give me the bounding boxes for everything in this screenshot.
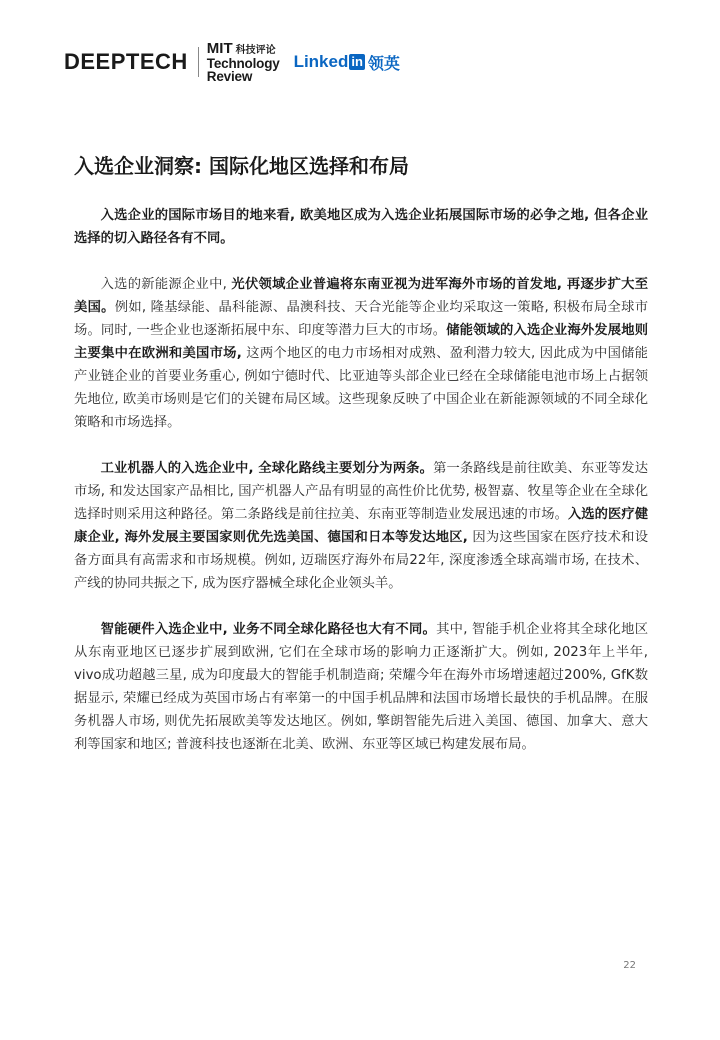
mit-logo-text: MIT (206, 39, 233, 57)
text-run: 其中, 智能手机企业将其全球化地区从东南亚地区已逐步扩展到欧洲, 它们在全球市场的影响力正逐渐扩大。例如, 2023年上半年, vivo成功超越三星, 成为印度最大的智能手机制造商; 荣耀今年在海外市场增速超过200%, GfK数据显示, 荣耀已经成为英国市场占有率第一的中国手机品牌和法国市场增长最快的手机品牌。在服务机器人市场, 则优先拓展欧美等发达地区。例如, 擎朗智能先后进入美国、德国、加拿大、意大利等国家和地区; 普渡科技也逐渐在北美、欧洲、东亚等区域已构建发展布局。 (74, 622, 648, 752)
mit-logo-technology: Technology (206, 55, 280, 71)
text-run: 例如, 隆基绿能、晶科能源、晶澳科技、天合光能等企业均采取这一策略, 积极布局全球市场。同时, 一些企业也逐渐拓展中东、印度等潜力巨大的市场。 (74, 300, 649, 338)
paragraph (74, 273, 648, 434)
paragraph (74, 618, 648, 756)
bold-text-run: 智能硬件入选企业中, 业务不同全球化路径也大有不同。 (100, 622, 437, 637)
article-body (74, 204, 648, 779)
paragraph (74, 457, 648, 595)
text-run: 第一条路线是前往欧美、东亚等发达市场, 和发达国家产品相比, 国产机器人产品有明显的高性价比优势, 极智嘉、牧星等企业在全球化选择时则采用这种路径。第二条路线是前往拉美、东南亚等制造业发展迅速的市场。 (74, 461, 649, 522)
bold-text-run: 入选企业的国际市场目的地来看, 欧美地区成为入选企业拓展国际市场的必争之地, 但各企业选择的切入路径各有不同。 (74, 208, 648, 246)
section-title: 入选企业洞察: 国际化地区选择和布局 (74, 154, 409, 178)
mit-logo-review: Review (206, 68, 253, 84)
bold-text-run: 工业机器人的入选企业中, 全球化路线主要划分为两条。 (100, 461, 434, 476)
mit-technology-review-logo (206, 39, 280, 84)
text-run: 入选的新能源企业中, (100, 277, 232, 292)
linkedin-logo-cn-text: 领英 (367, 55, 400, 73)
bold-text-run: 入选的医疗健康企业, 海外发展主要国家则优先选美国、德国和日本等发达地区, (74, 507, 649, 545)
linkedin-logo (294, 51, 400, 74)
text-run: 因为这些国家在医疗技术和设备方面具有高需求和市场规模。例如, 迈瑞医疗海外布局22年, 深度渗透全球高端市场, 在技术、产线的协同共振之下, 成为医疗器械全球化企业领头羊。 (74, 530, 648, 591)
mit-logo-cn-text: 科技评论 (235, 44, 276, 56)
bold-text-run: 光伏领域企业普遍将东南亚视为进军海外市场的首发地, 再逐步扩大至美国。 (74, 277, 648, 315)
page-number: 22 (623, 960, 636, 971)
deeptech-logo: DEEPTECH (64, 49, 188, 74)
logo-divider (198, 47, 199, 77)
page-header (64, 40, 400, 84)
bold-text-run: 储能领域的入选企业海外发展地则主要集中在欧洲和美国市场, (74, 323, 648, 361)
text-run: 这两个地区的电力市场相对成熟、盈利潜力较大, 因此成为中国储能产业链企业的首要业务重心, 例如宁德时代、比亚迪等头部企业已经在全球储能电池市场上占据领先地位, 欧美市场则是它们的关键布局区域。这些现象反映了中国企业在新能源领域的不同全球化策略和市场选择。 (74, 346, 648, 430)
linkedin-in-icon: in (351, 54, 363, 69)
linkedin-logo-text: Linked (293, 52, 349, 71)
paragraph (74, 204, 648, 250)
